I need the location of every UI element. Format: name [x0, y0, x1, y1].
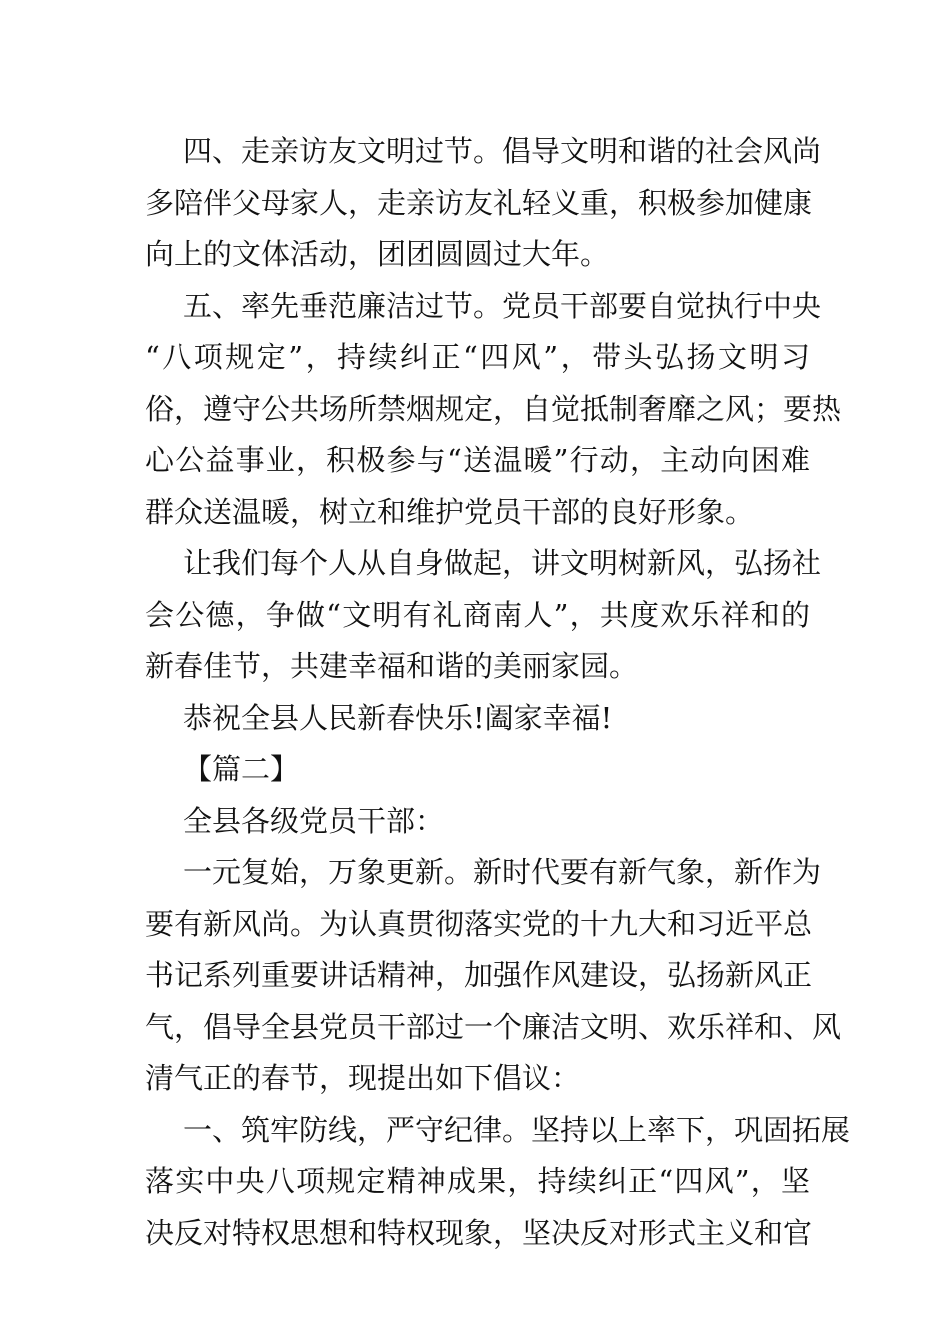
paragraph-line: 多陪伴父母家人，走亲访友礼轻义重，积极参加健康 — [145, 185, 813, 220]
greeting-line: 恭祝全县人民新春快乐!阖家幸福! — [183, 700, 613, 735]
paragraph-line: 一元复始，万象更新。新时代要有新气象，新作为 — [183, 855, 822, 889]
paragraph-line: “八项规定”，持续纠正“四风”，带头弘扬文明习 — [145, 340, 810, 374]
document-body — [145, 126, 851, 1259]
paragraph-line: 一、筑牢防线，严守纪律。坚持以上率下，巩固拓展 — [183, 1112, 851, 1147]
paragraph-line: 决反对特权思想和特权现象，坚决反对形式主义和官 — [145, 1215, 813, 1250]
paragraph-line: 书记系列重要讲话精神，加强作风建设，弘扬新风正 — [145, 958, 813, 992]
paragraph-line: 会公德，争做“文明有礼商南人”，共度欢乐祥和的 — [145, 597, 810, 632]
paragraph-line: 新春佳节，共建幸福和谐的美丽家园。 — [145, 649, 639, 683]
paragraph-line: 气，倡导全县党员干部过一个廉洁文明、欢乐祥和、风 — [145, 1009, 842, 1044]
paragraph-line: 要有新风尚。为认真贯彻落实党的十九大和习近平总 — [145, 906, 813, 941]
salutation: 全县各级党员干部： — [183, 803, 445, 838]
paragraph-line: 俗，遵守公共场所禁烟规定，自觉抵制奢靡之风；要热 — [145, 391, 842, 426]
paragraph-line: 心公益事业，积极参与“送温暖”行动，主动向困难 — [145, 443, 810, 477]
paragraph-line: 落实中央八项规定精神成果，持续纠正“四风”，坚 — [145, 1164, 810, 1198]
paragraph-line: 五、率先垂范廉洁过节。党员干部要自觉执行中央 — [183, 288, 822, 323]
section-heading: 【篇二】 — [183, 752, 300, 786]
paragraph-line: 清气正的春节，现提出如下倡议： — [145, 1061, 581, 1095]
paragraph-line: 群众送温暖，树立和维护党员干部的良好形象。 — [145, 494, 755, 529]
paragraph-line: 向上的文体活动，团团圆圆过大年。 — [145, 237, 610, 271]
paragraph-line: 四、走亲访友文明过节。倡导文明和谐的社会风尚 — [183, 134, 822, 168]
paragraph-line: 让我们每个人从自身做起，讲文明树新风，弘扬社 — [183, 546, 822, 580]
